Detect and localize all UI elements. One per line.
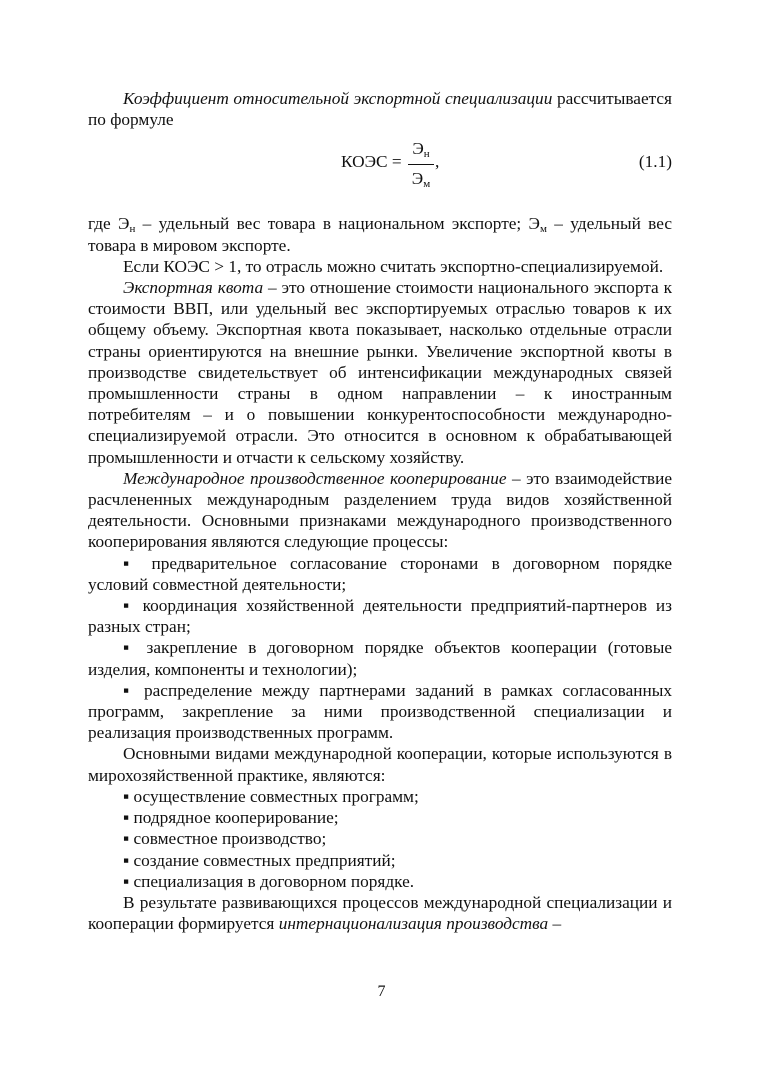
formula-comma: , xyxy=(435,152,440,172)
page-number: 7 xyxy=(377,983,386,1000)
paragraph-koes-definition: Коэффициент относительной экспортной специализации рассчитывается по формуле xyxy=(88,89,672,130)
formula-denominator: $Э_м$ xyxy=(411,169,431,191)
paragraph-internationalization: В результате развивающихся процессов международной специализации и кооперации формируется интернационализация производства – xyxy=(88,892,672,934)
term-koes: Коэффициент относительной экспортной специализации xyxy=(123,89,553,108)
paragraph-cooperation-types: Основными видами международной кооперации, которые используются в мирохозяйственной практике, являются: xyxy=(88,744,672,785)
list-item: ▪ закрепление в договорном порядке объектов кооперации (готовые изделия, компоненты и технологии); xyxy=(88,638,672,679)
list-item: ▪ распределение между партнерами заданий в рамках согласованных программ, закрепление за ними производственной специализации и реализация производственных программ. xyxy=(88,680,672,743)
paragraph-where: где $Э_н$ – удельный вес товара в национальном экспорте; $Э_м$ – удельный вес товара в мировом экспорте. xyxy=(88,214,673,255)
list-item: ▪ подрядное кооперирование; xyxy=(123,808,339,828)
list-item: ▪ совместное производство; xyxy=(123,829,327,849)
paragraph-koes-condition: Если КОЭС > 1, то отрасль можно считать экспортно-специализируемой. xyxy=(123,256,664,276)
paragraph-export-quota: Экспортная квота – это отношение стоимости национального экспорта к стоимости ВВП, или удельный вес экспортируемых отраслью товаров к их общему объему. Экспортная квота показывает, насколько отдельные отрасли страны ориентируются на внешние рынки. Увеличение экспортной квоты в производстве свидетельствует об интенсификации международных связей промышленности страны в одном направлении – к иностранным потребителям – и о повышении конкурентоспособности международно-специализируемой отрасли. Это относится в основном к обрабатывающей промышленности и отчасти к сельскому хозяйству. xyxy=(88,278,672,467)
term-export-quota: Экспортная квота xyxy=(123,278,264,298)
formula-numerator: $Э_н$ xyxy=(412,139,430,161)
list-item: ▪ создание совместных предприятий; xyxy=(123,850,396,870)
term-cooperation: Международное производственное кооперирование xyxy=(123,468,507,488)
page-body xyxy=(88,88,672,934)
formula-lhs: КОЭС = xyxy=(341,152,402,172)
list-item: ▪ предварительное согласование сторонами в договорном порядке условий совместной деятельности; xyxy=(88,553,672,594)
formula-fraction xyxy=(408,138,434,189)
list-item: ▪ осуществление совместных программ; xyxy=(123,786,419,806)
term-internationalization: интернационализация производства xyxy=(278,914,549,934)
fraction-bar xyxy=(408,164,434,165)
paragraph-cooperation: Международное производственное кооперирование – это взаимодействие расчлененных международным разделением труда видов хозяйственной деятельности. Основными признаками международного производственного кооперирования являются следующие процессы: xyxy=(88,468,672,552)
list-item: ▪ координация хозяйственной деятельности предприятий-партнеров из разных стран; xyxy=(88,596,672,637)
equation-number: (1.1) xyxy=(638,152,672,172)
list-item: ▪ специализация в договорном порядке. xyxy=(123,871,415,891)
formula-1-1 xyxy=(88,136,672,210)
